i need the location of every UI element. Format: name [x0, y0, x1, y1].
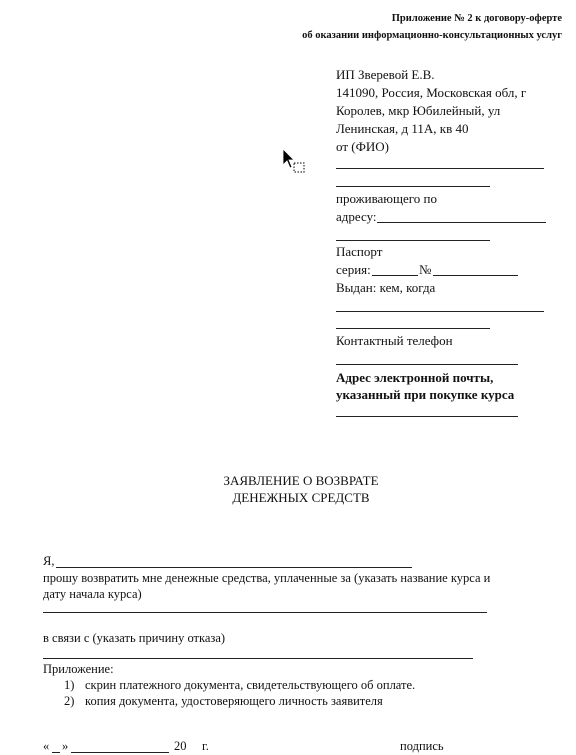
attachment-2-text: копия документа, удостоверяющего личность заявителя [85, 694, 383, 708]
from-label: от (ФИО) [336, 139, 389, 154]
address-line-1[interactable] [377, 222, 546, 223]
document-title-2: ДЕНЕЖНЫХ СРЕДСТВ [232, 490, 370, 505]
year-suffix: г. [202, 739, 209, 753]
mouse-pointer-icon [282, 148, 306, 174]
recipient-name: ИП Зверевой Е.В. [336, 67, 435, 82]
passport-label: Паспорт [336, 244, 383, 259]
year-prefix: 20 [174, 739, 187, 753]
recipient-address-3: Ленинская, д 11А, кв 40 [336, 121, 469, 136]
attachment-1-number: 1) [64, 678, 75, 692]
i-label: Я, [43, 554, 55, 568]
attachment-2-number: 2) [64, 694, 75, 708]
series-line[interactable] [372, 275, 418, 276]
reason-line[interactable] [43, 658, 473, 659]
email-label-2: указанный при покупке курса [336, 387, 515, 402]
signature-label: подпись [400, 739, 444, 753]
applicant-name-line[interactable] [56, 567, 412, 568]
request-text-2: дату начала курса) [43, 587, 142, 601]
reason-label: в связи с (указать причину отказа) [43, 631, 226, 645]
number-label: № [419, 262, 432, 277]
day-line[interactable] [52, 752, 60, 753]
appendix-subtitle: об оказании информационно-консультационных услуг [302, 30, 562, 41]
address-label: адресу: [336, 209, 377, 224]
attachment-1-text: скрин платежного документа, свидетельствующего об оплате. [85, 678, 416, 692]
residing-label: проживающего по [336, 191, 438, 206]
address-line-2[interactable] [336, 240, 490, 241]
request-text-1: прошу возвратить мне денежные средства, уплаченные за (указать название курса и [43, 571, 491, 585]
issued-line-2[interactable] [336, 328, 490, 329]
number-line[interactable] [433, 275, 518, 276]
date-quote-open: « [43, 739, 50, 753]
month-line[interactable] [71, 752, 169, 753]
date-quote-close: » [62, 739, 69, 753]
appendix-title: Приложение № 2 к договору-оферте [391, 13, 562, 24]
phone-line[interactable] [336, 364, 518, 365]
issued-label: Выдан: кем, когда [336, 280, 436, 295]
issued-line-1[interactable] [336, 311, 544, 312]
email-line[interactable] [336, 416, 518, 417]
email-label-1: Адрес электронной почты, [336, 370, 494, 385]
series-label: серия: [336, 262, 371, 277]
phone-label: Контактный телефон [336, 333, 453, 348]
recipient-address-1: 141090, Россия, Московская обл, г [336, 85, 527, 100]
attachments-label: Приложение: [43, 662, 114, 676]
fio-line-2[interactable] [336, 186, 490, 187]
fio-line-1[interactable] [336, 168, 544, 169]
recipient-address-2: Королев, мкр Юбилейный, ул [336, 103, 501, 118]
course-line[interactable] [43, 612, 487, 613]
document-title-1: ЗАЯВЛЕНИЕ О ВОЗВРАТЕ [223, 473, 379, 488]
